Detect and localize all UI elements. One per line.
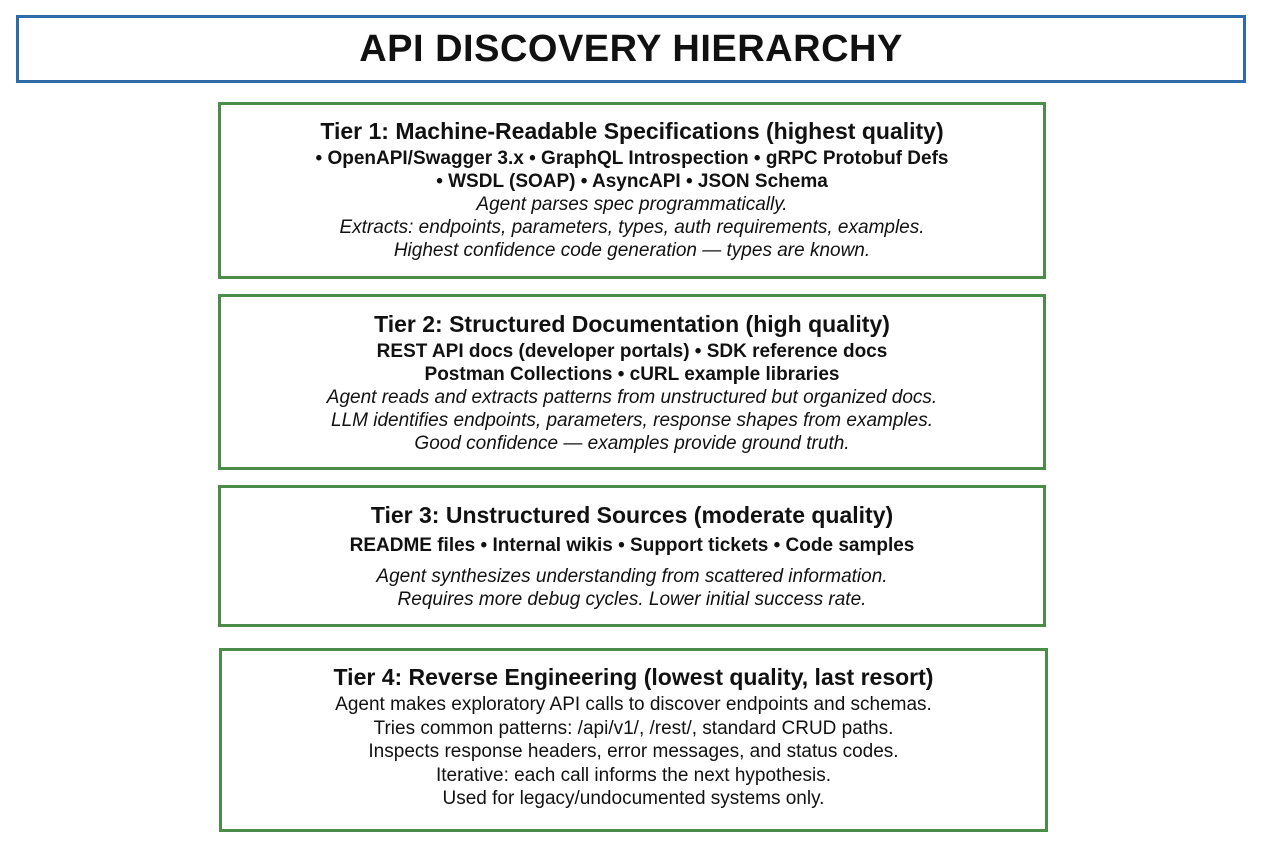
tier-1-sources-line-2: • WSDL (SOAP) • AsyncAPI • JSON Schema xyxy=(436,171,828,192)
tier-3-sources-line-1: README files • Internal wikis • Support tickets • Code samples xyxy=(349,535,915,556)
tier-4-box xyxy=(219,648,1048,832)
tier-2-heading: Tier 2: Structured Documentation (high quality) xyxy=(374,311,890,337)
tier-4-note-5: Used for legacy/undocumented systems only. xyxy=(442,788,825,809)
tier-1-box xyxy=(218,102,1046,279)
tier-3-note-2: Requires more debug cycles. Lower initial success rate. xyxy=(397,589,867,610)
tier-1-sources-line-1: • OpenAPI/Swagger 3.x • GraphQL Introspection • gRPC Protobuf Defs xyxy=(315,148,949,169)
tier-2-note-2: LLM identifies endpoints, parameters, response shapes from examples. xyxy=(331,410,933,431)
tier-1-note-1: Agent parses spec programmatically. xyxy=(476,194,788,215)
tier-2-note-3: Good confidence — examples provide ground truth. xyxy=(414,433,850,454)
title-box xyxy=(16,15,1246,83)
tier-2-box xyxy=(218,294,1046,470)
tier-3-box xyxy=(218,485,1046,627)
tier-1-note-3: Highest confidence code generation — types are known. xyxy=(393,240,871,261)
tier-4-note-4: Iterative: each call informs the next hypothesis. xyxy=(436,764,831,786)
tier-3-note-1: Agent synthesizes understanding from scattered information. xyxy=(376,566,888,587)
tier-4-note-1: Agent makes exploratory API calls to discover endpoints and schemas. xyxy=(335,694,932,715)
tier-2-sources-line-2: Postman Collections • cURL example libraries xyxy=(424,364,840,385)
tier-1-heading: Tier 1: Machine-Readable Specifications (highest quality) xyxy=(320,118,944,144)
tier-4-heading: Tier 4: Reverse Engineering (lowest quality, last resort) xyxy=(333,664,934,690)
tier-2-note-1: Agent reads and extracts patterns from unstructured but organized docs. xyxy=(326,387,938,408)
tier-4-note-2: Tries common patterns: /api/v1/, /rest/, standard CRUD paths. xyxy=(373,717,894,739)
tier-1-note-2: Extracts: endpoints, parameters, types, auth requirements, examples. xyxy=(339,217,925,238)
tier-2-sources-line-1: REST API docs (developer portals) • SDK reference docs xyxy=(376,341,888,362)
tier-4-note-3: Inspects response headers, error messages, and status codes. xyxy=(368,741,899,762)
diagram-title: API DISCOVERY HIERARCHY xyxy=(359,27,903,70)
tier-3-heading: Tier 3: Unstructured Sources (moderate quality) xyxy=(370,502,894,528)
